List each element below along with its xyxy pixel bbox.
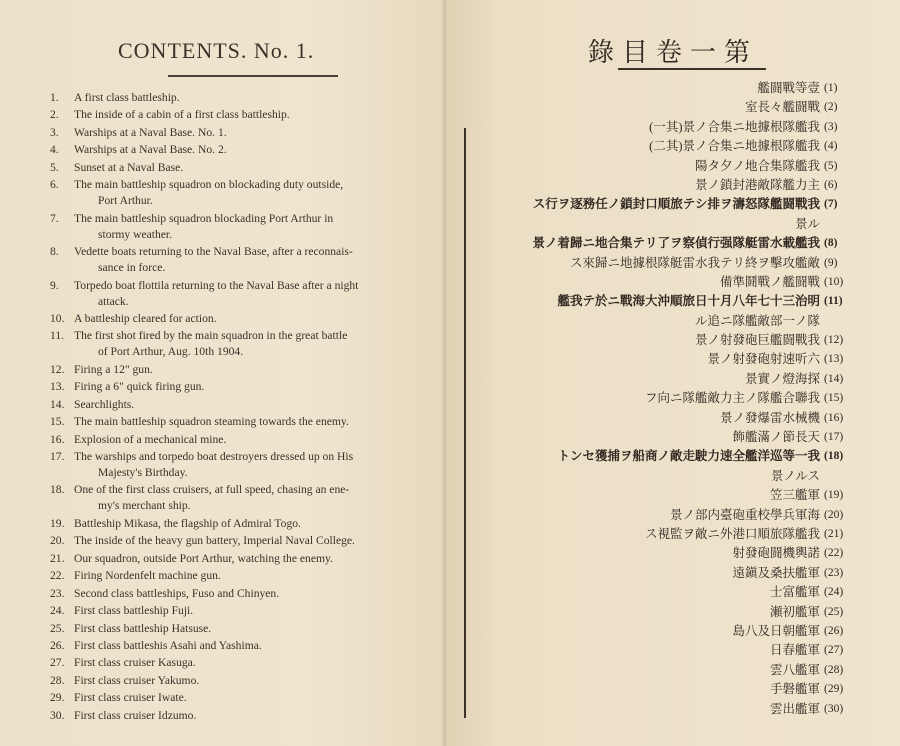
japanese-contents-item (470, 564, 860, 583)
japanese-item-number: (13) (824, 353, 844, 366)
japanese-contents-item (470, 486, 860, 505)
japanese-contents-item (470, 254, 860, 273)
japanese-item-number: (25) (824, 605, 844, 618)
japanese-item-title: 陽タ夕ノ地合集隊艦我 (694, 158, 820, 173)
japanese-contents-item (470, 447, 860, 466)
item-number: 29. (50, 691, 65, 705)
japanese-item-title: 艦闘戰等壹 (757, 81, 820, 95)
item-number: 28. (50, 673, 65, 687)
item-title: Firing Nordenfelt machine gun. (74, 569, 221, 583)
item-number: 20. (50, 534, 65, 548)
japanese-item-title: 艦我テ於ニ戰海大沖順旅日十月八年七十三治明 (557, 294, 820, 309)
japanese-item-title: 射發砲闘機輿諾 (732, 546, 820, 561)
item-number: 21. (50, 551, 65, 565)
contents-item (40, 673, 432, 689)
japanese-item-title: (二其)景ノ合集ニ地據根隊艦我 (649, 139, 820, 154)
item-title-continuation: of Port Arthur, Aug. 10th 1904. (98, 345, 244, 359)
japanese-item-number: (15) (824, 392, 844, 405)
contents-item (40, 244, 432, 276)
japanese-contents-item (470, 622, 860, 641)
japanese-item-title: 島八及日朝艦軍 (732, 623, 820, 638)
title-underline (168, 75, 338, 77)
contents-item (40, 516, 432, 532)
item-title: The main battleship squadron steaming towards the enemy. (74, 415, 349, 429)
japanese-contents-item (470, 641, 860, 660)
japanese-contents-item (470, 467, 860, 486)
item-title: Warships at a Naval Base. No. 2. (74, 143, 227, 157)
japanese-item-title: 瀬初艦軍 (769, 604, 820, 619)
japanese-item-number: (12) (824, 334, 844, 347)
japanese-item-title: 室長々艦闘戰 (744, 100, 820, 115)
japanese-item-number: (14) (824, 372, 844, 385)
contents-item (40, 211, 432, 243)
japanese-contents-item (470, 98, 860, 117)
japanese-item-title: 手磐艦軍 (769, 682, 820, 697)
japanese-item-title: 景ノ射發砲射速听六 (707, 352, 820, 367)
japanese-contents-list (470, 79, 860, 719)
japanese-item-title: ル追ニ隊艦敵部一ノ隊 (694, 313, 820, 328)
japanese-item-title: 飾艦滿ノ節長天 (732, 430, 820, 445)
contents-item (40, 160, 432, 176)
item-number: 25. (50, 621, 65, 635)
japanese-contents-item (470, 118, 860, 137)
item-title: First class cruiser Kasuga. (74, 656, 196, 670)
japanese-item-title: ス行ヲ逐務任ノ鎖封口順旅テシ排ヲ濤怒隊艦闘戰我 (532, 197, 820, 212)
japanese-item-title: 遠鎭及桑扶艦軍 (732, 565, 820, 580)
japanese-contents-item (470, 409, 860, 428)
item-number: 15. (50, 415, 65, 429)
japanese-item-number: (21) (824, 527, 844, 540)
item-number: 17. (50, 450, 65, 463)
japanese-contents-item (470, 544, 860, 563)
item-title: Firing a 6" quick firing gun. (74, 380, 205, 394)
item-number: 8. (50, 245, 59, 259)
japanese-contents-item (470, 79, 860, 98)
item-title-continuation: Port Arthur. (98, 194, 153, 208)
item-title: Firing a 12" gun. (74, 362, 153, 376)
japanese-contents-item (470, 215, 860, 234)
item-title: First class battleshis Asahi and Yashima. (74, 638, 262, 652)
japanese-item-number: (4) (824, 140, 838, 153)
japanese-contents-item (470, 525, 860, 544)
japanese-contents-item (470, 700, 860, 719)
japanese-item-number: (7) (824, 198, 838, 211)
japanese-item-number: (20) (824, 508, 844, 521)
english-contents-list (40, 90, 432, 725)
japanese-item-number: (24) (824, 586, 844, 599)
item-title: The main battleship squadron blockading Port Arthur in (74, 211, 334, 225)
item-title: The inside of the heavy gun battery, Imperial Naval College. (74, 534, 355, 548)
item-title: Searchlights. (74, 397, 135, 411)
item-title: First class cruiser Yakumo. (74, 673, 200, 687)
japanese-title: 錄目卷一第 (588, 38, 759, 67)
japanese-contents-item (470, 195, 860, 214)
contents-item (40, 362, 432, 378)
contents-item (40, 586, 432, 602)
item-title: First class cruiser Iwate. (74, 691, 187, 705)
japanese-item-number: (30) (824, 702, 844, 715)
japanese-item-title: フ向ニ隊艦敵力主ノ隊艦合聯我 (644, 391, 820, 406)
item-number: 24. (50, 604, 65, 618)
item-title: A battleship cleared for action. (74, 311, 217, 325)
item-number: 5. (50, 160, 59, 174)
japanese-item-title: 笠三艦軍 (769, 488, 820, 503)
contents-title: CONTENTS. No. 1. (118, 38, 315, 63)
japanese-column-rule (464, 128, 466, 718)
item-number: 19. (50, 516, 65, 530)
japanese-item-title: 景ノ鎖封港敵隊艦力主 (694, 177, 820, 192)
item-number: 12. (50, 362, 65, 376)
item-number: 1. (50, 91, 59, 104)
japanese-item-number: (8) (824, 237, 838, 250)
item-title-continuation: sance in force. (98, 261, 166, 275)
japanese-item-title: (一其)景ノ合集ニ地據根隊艦我 (649, 119, 820, 134)
contents-item (40, 328, 432, 360)
japanese-item-title: 景ノ發爆雷水械機 (719, 410, 820, 425)
item-number: 13. (50, 380, 65, 394)
japanese-item-title: 景ノルス (770, 468, 820, 483)
item-number: 26. (50, 638, 65, 652)
japanese-contents-item (470, 603, 860, 622)
japanese-contents-item (470, 389, 860, 408)
contents-item (40, 603, 432, 619)
japanese-item-number: (28) (824, 663, 844, 676)
contents-item (40, 533, 432, 549)
japanese-item-number: (17) (824, 431, 844, 444)
japanese-item-number: (27) (824, 644, 844, 657)
japanese-contents-item (470, 428, 860, 447)
contents-item (40, 125, 432, 141)
item-title-continuation: Majesty's Birthday. (98, 466, 188, 479)
contents-item (40, 414, 432, 430)
contents-item (40, 177, 432, 209)
japanese-contents-item (470, 176, 860, 195)
japanese-contents-item (470, 350, 860, 369)
item-title: The first shot fired by the main squadron in the great battle (74, 329, 348, 343)
contents-item (40, 655, 432, 671)
japanese-item-number: (10) (824, 275, 844, 288)
japanese-contents-item (470, 234, 860, 253)
item-title: Second class battleships, Fuso and Chinyen. (74, 586, 280, 600)
contents-item (40, 482, 432, 514)
item-title: Battleship Mikasa, the flagship of Admiral Togo. (74, 516, 301, 530)
japanese-item-number: (2) (824, 101, 838, 114)
japanese-item-title: 士富艦軍 (769, 585, 820, 600)
item-number: 23. (50, 586, 65, 600)
japanese-contents-item (470, 137, 860, 156)
contents-item (40, 90, 432, 106)
japanese-contents-item (470, 331, 860, 350)
item-title: First class cruiser Idzumo. (74, 708, 197, 722)
contents-item (40, 708, 432, 724)
japanese-item-title: 備準鬪戰ノ艦闘戰 (719, 274, 820, 289)
japanese-item-number: (5) (824, 159, 838, 172)
item-title: The warships and torpedo boat destroyers dressed up on His (74, 450, 354, 463)
japanese-item-number: (16) (824, 411, 844, 424)
contents-item (40, 690, 432, 706)
item-number: 7. (50, 211, 59, 225)
contents-item (40, 278, 432, 310)
japanese-item-title: 景實ノ燈海探 (744, 371, 820, 386)
item-title: First class battleship Hatsuse. (74, 621, 212, 635)
item-number: 30. (50, 708, 65, 722)
japanese-item-number: (11) (824, 295, 843, 308)
japanese-contents-item (470, 312, 860, 331)
japanese-item-title: 景ル (794, 216, 820, 231)
japanese-contents-item (470, 680, 860, 699)
item-number: 6. (50, 178, 59, 192)
japanese-item-title: 雲八艦軍 (769, 662, 820, 677)
japanese-item-number: (19) (824, 489, 844, 502)
japanese-item-number: (23) (824, 566, 844, 579)
item-title-continuation: stormy weather. (98, 227, 173, 241)
contents-item (40, 379, 432, 395)
item-number: 4. (50, 143, 59, 157)
item-title: First class battleship Fuji. (74, 604, 194, 618)
contents-item (40, 568, 432, 584)
japanese-item-title: 景ノ着歸ニ地合集テリ了ヲ察偵行强隊艇雷水載艦我 (532, 236, 820, 251)
contents-item (40, 311, 432, 327)
item-title: Vedette boats returning to the Naval Base, after a reconnais- (74, 245, 353, 259)
japanese-item-title: 景ノ射發砲巨艦闘戰我 (694, 333, 820, 348)
japanese-item-title: 日春艦軍 (769, 643, 820, 658)
japanese-item-number: (6) (824, 178, 838, 191)
japanese-item-title: ス視監ヲ敵ニ外港口順旅隊艦我 (644, 526, 820, 541)
item-number: 27. (50, 656, 65, 670)
japanese-item-title: 雲出艦軍 (769, 701, 820, 716)
japanese-item-title: ス來歸ニ地據根隊艇雷水我テリ終ヲ擊攻艦敵 (569, 255, 820, 270)
item-title-continuation: my's merchant ship. (98, 499, 191, 513)
japanese-item-number: (18) (824, 450, 844, 463)
item-number: 22. (50, 569, 65, 583)
japanese-contents-item (470, 583, 860, 602)
japanese-contents-item (470, 292, 860, 311)
contents-item (40, 449, 432, 481)
item-title: The main battleship squadron on blockading duty outside, (74, 178, 344, 192)
contents-item (40, 638, 432, 654)
japanese-item-number: (9) (824, 256, 838, 269)
contents-item (40, 397, 432, 413)
japanese-contents-item (470, 661, 860, 680)
item-number: 10. (50, 311, 65, 325)
contents-item (40, 551, 432, 567)
item-number: 11. (50, 329, 65, 343)
item-title: Our squadron, outside Port Arthur, watching the enemy. (74, 551, 333, 565)
contents-item (40, 621, 432, 637)
item-number: 2. (50, 108, 59, 122)
japanese-contents-item (470, 370, 860, 389)
english-page (0, 0, 446, 746)
japanese-item-number: (26) (824, 624, 844, 637)
item-number: 3. (50, 125, 59, 139)
japanese-item-number: (22) (824, 547, 844, 560)
japanese-item-number: (1) (824, 82, 838, 94)
contents-item (40, 142, 432, 158)
item-number: 16. (50, 432, 65, 446)
japanese-contents-item (470, 273, 860, 292)
japanese-contents-item (470, 506, 860, 525)
item-title: Torpedo boat flottila returning to the Naval Base after a night (74, 278, 359, 292)
japanese-title-underline (618, 68, 766, 70)
item-title: One of the first class cruisers, at full speed, chasing an ene- (74, 483, 350, 497)
japanese-item-title: トンセ獲捕ヲ船商ノ敵走駛力速全艦洋巡等一我 (557, 449, 820, 464)
contents-item (40, 432, 432, 448)
item-title: Sunset at a Naval Base. (74, 160, 184, 174)
item-title: The inside of a cabin of a first class battleship. (74, 108, 290, 122)
japanese-item-number: (29) (824, 683, 844, 696)
item-number: 14. (50, 397, 65, 411)
item-number: 9. (50, 278, 59, 292)
japanese-item-number: (3) (824, 120, 838, 133)
item-title: Explosion of a mechanical mine. (74, 432, 227, 446)
item-title-continuation: attack. (98, 294, 129, 308)
contents-item (40, 107, 432, 123)
item-title: A first class battleship. (74, 91, 180, 104)
japanese-contents-item (470, 157, 860, 176)
item-number: 18. (50, 483, 65, 497)
japanese-item-title: 景ノ部内臺砲重校學兵軍海 (669, 507, 820, 522)
item-title: Warships at a Naval Base. No. 1. (74, 125, 227, 139)
